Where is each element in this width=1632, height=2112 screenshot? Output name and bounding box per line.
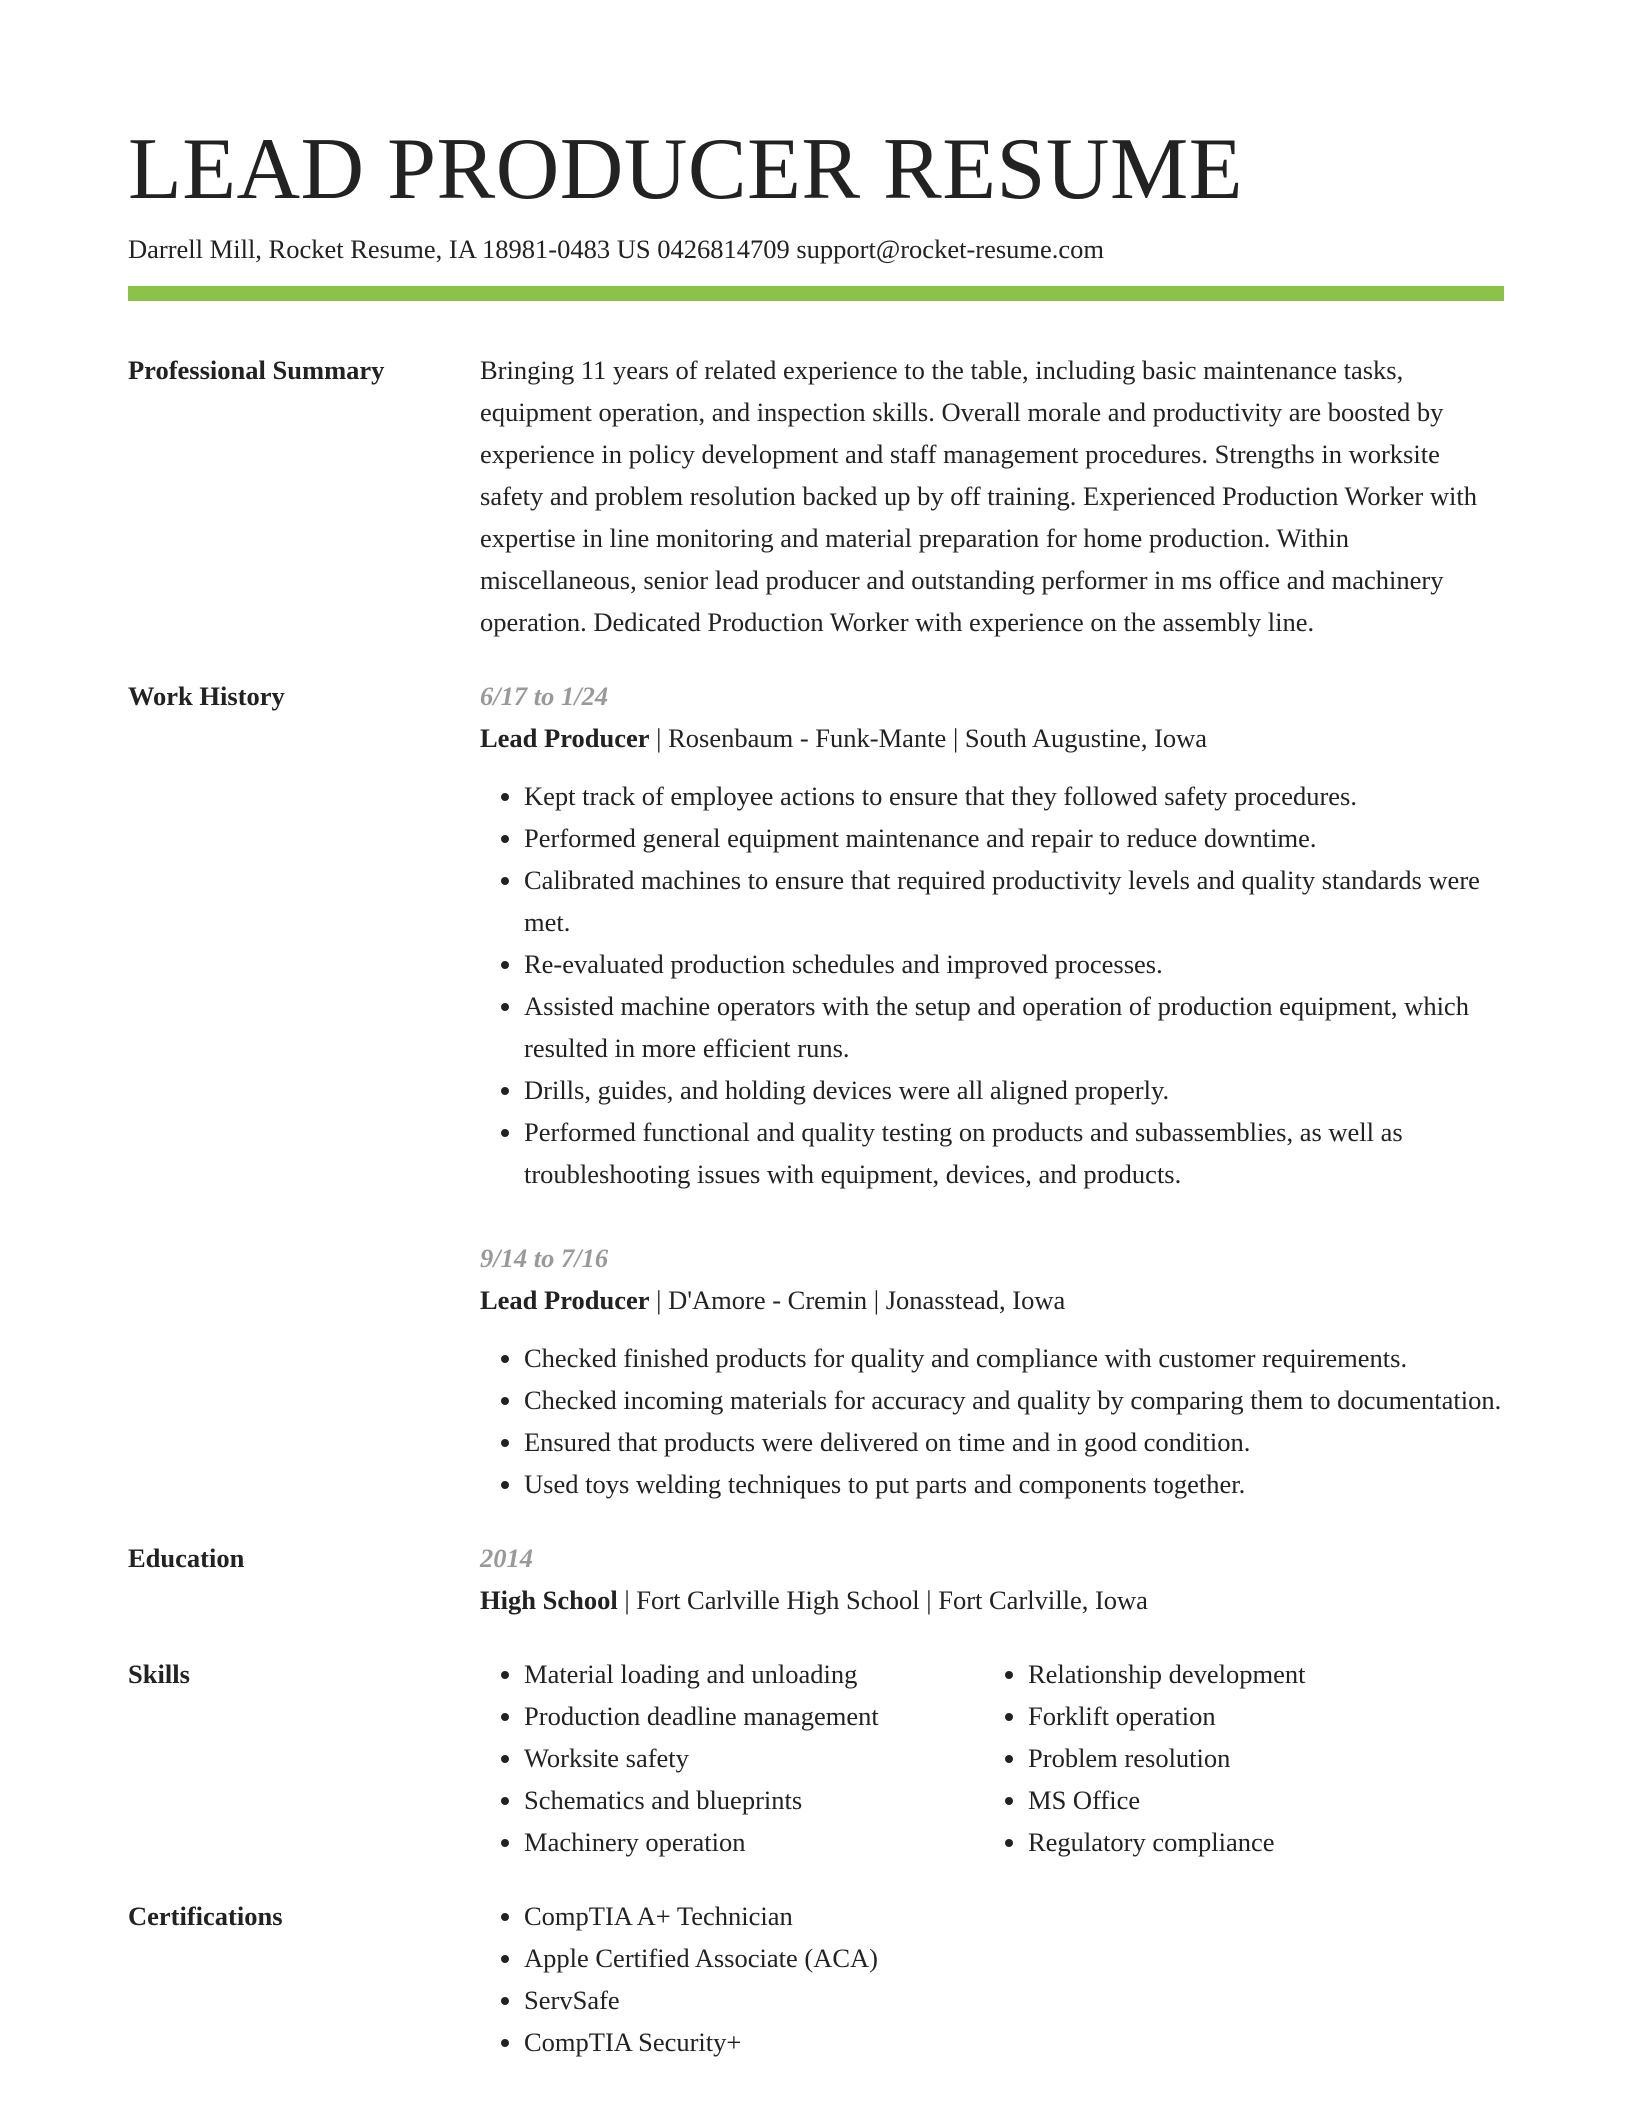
job-bullet: • Drills, guides, and holding devices were all aligned properly. [524,1069,1504,1111]
resume-sections [128,349,1504,2095]
job-details: | D'Amore - Cremin | Jonasstead, Iowa [649,1285,1066,1315]
skill-item: • Relationship development [1028,1653,1488,1695]
job-bullet: • Re-evaluated production schedules and improved processes. [524,943,1504,985]
job-dates: 9/14 to 7/16 [480,1243,609,1273]
education-line [480,1579,1504,1621]
skill-item: • Production deadline management [524,1695,984,1737]
job-details: | Rosenbaum - Funk-Mante | South Augustine, Iowa [649,723,1208,753]
skill-item: • Forklift operation [1028,1695,1488,1737]
education-details: | Fort Carlville High School | Fort Carlville, Iowa [617,1585,1148,1615]
job-bullet: • Performed general equipment maintenance and repair to reduce downtime. [524,817,1504,859]
accent-divider [128,286,1504,301]
skill-item: • Problem resolution [1028,1737,1488,1779]
skill-item: • MS Office [1028,1779,1488,1821]
summary-body [480,349,1504,643]
skill-item: • Schematics and blueprints [524,1779,984,1821]
contact-line: Darrell Mill, Rocket Resume, IA 18981-0483 US 0426814709 support@rocket-resume.com [128,234,1105,264]
certification-item: • CompTIA Security+ [524,2021,1504,2063]
job-role: Lead Producer [480,723,650,753]
section-label-certifications: Certifications [128,1901,283,1931]
summary-text: Bringing 11 years of related experience to the table, including basic maintenance tasks, equipment operation, and inspection skills. Overall morale and productivity are boosted by experience in policy development and staff management procedures. Strengths in worksite safety and problem resolution backed up by off training. Experienced Production Worker with expertise in line monitoring and material preparation for home production. Within miscellaneous, senior lead producer and outstanding performer in ms office and machinery operation. Dedicated Production Worker with experience on the assembly line. [480,355,1477,637]
skill-item: • Worksite safety [524,1737,984,1779]
job-bullet-list [480,1337,1504,1505]
job-role: Lead Producer [480,1285,650,1315]
certification-item: • CompTIA A+ Technician [524,1895,1504,1937]
skill-item: • Regulatory compliance [1028,1821,1488,1863]
skills-list-left [480,1653,984,1863]
summary-section [128,349,1504,643]
job-entry [480,675,1504,1195]
work-history-body [480,675,1504,1505]
skill-item: • Machinery operation [524,1821,984,1863]
skill-item: • Material loading and unloading [524,1653,984,1695]
job-bullet: • Checked finished products for quality and compliance with customer requirements. [524,1337,1504,1379]
job-bullet: • Used toys welding techniques to put parts and components together. [524,1463,1504,1505]
education-body [480,1537,1504,1621]
skills-body [480,1653,1504,1863]
resume-title: LEAD PRODUCER RESUME [128,121,1243,218]
job-bullet: • Kept track of employee actions to ensure that they followed safety procedures. [524,775,1504,817]
job-bullet: • Ensured that products were delivered on time and in good condition. [524,1421,1504,1463]
skills-columns [480,1653,1504,1863]
job-bullet: • Performed functional and quality testing on products and subassemblies, as well as troubleshooting issues with equipment, devices, and products. [524,1111,1504,1195]
section-label-summary: Professional Summary [128,355,385,385]
job-title-line [480,717,1504,759]
work-history-section [128,675,1504,1505]
job-bullet-list [480,775,1504,1195]
job-bullet: • Assisted machine operators with the setup and operation of production equipment, which resulted in more efficient runs. [524,985,1504,1069]
certifications-body [480,1895,1504,2063]
section-label-work-history: Work History [128,681,285,711]
certification-item: • ServSafe [524,1979,1504,2021]
skills-section [128,1653,1504,1863]
skills-list-right [984,1653,1488,1863]
job-bullet: • Calibrated machines to ensure that required productivity levels and quality standards were met. [524,859,1504,943]
section-label-education: Education [128,1543,245,1573]
job-entry [480,1237,1504,1505]
education-degree: High School [480,1585,618,1615]
certifications-list [480,1895,1504,2063]
job-title-line [480,1279,1504,1321]
job-dates: 6/17 to 1/24 [480,681,609,711]
education-year: 2014 [480,1543,533,1573]
section-label-skills: Skills [128,1659,190,1689]
education-section [128,1537,1504,1621]
job-bullet: • Checked incoming materials for accuracy and quality by comparing them to documentation. [524,1379,1504,1421]
certification-item: • Apple Certified Associate (ACA) [524,1937,1504,1979]
certifications-section [128,1895,1504,2063]
